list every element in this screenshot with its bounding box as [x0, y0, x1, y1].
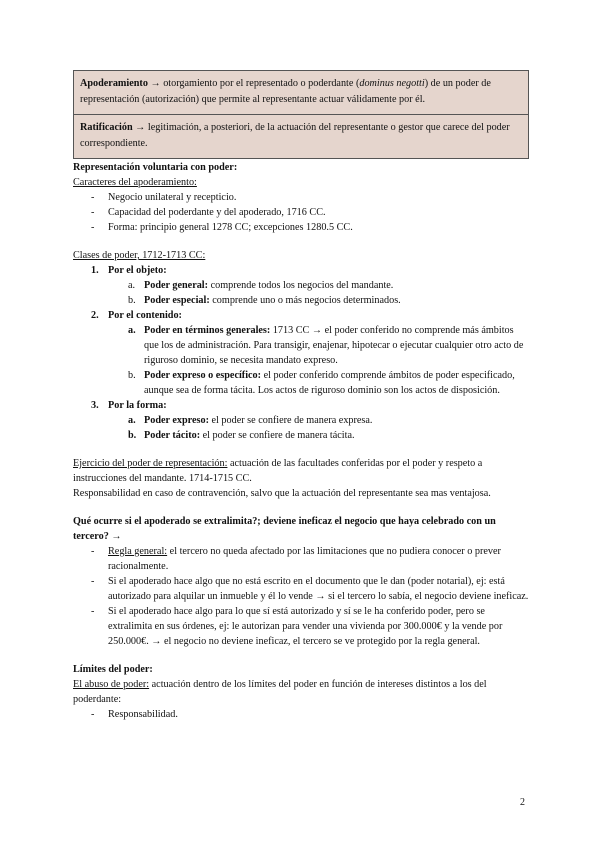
term-ratificacion: Ratificación [80, 122, 133, 133]
list-item: - Si el apoderado hace algo para lo que sí está autorizado y sí se le ha conferido poder, pero se extralimita en sus órdenes, ej: le autorizan para vender una vivienda por 300.000€ y la vende por 250.000€. → el negocio no deviene ineficaz, el tercero se ve protegido por la regla general. [73, 604, 529, 649]
list-item: - Si el apoderado hace algo que no está escrito en el documento que le dan (poder notarial), ej: está autorizado para alquilar un inmueble y él lo vende → si el tercero lo sabía, el negocio deviene ineficaz. [73, 574, 529, 604]
list-item: - Responsabilidad. [73, 707, 529, 722]
page-number: 2 [520, 797, 525, 808]
section-title-extralimitacion: Qué ocurre si el apoderado se extralimita?; deviene ineficaz el negocio que haya celebrado con un tercero? → [73, 516, 496, 542]
paragraph-abuso: El abuso de poder: actuación dentro de los límites del poder en función de intereses distintos a los del poderdante: [73, 679, 487, 705]
list-item: - Forma: principio general 1278 CC; excepciones 1280.5 CC. [73, 220, 529, 235]
definition-ratificacion: Ratificación → legitimación, a posteriori, de la actuación del representante o gestor que carece del poder correspondiente. [74, 114, 528, 158]
lettered-item: b. Poder tácito: el poder se confiere de manera tácita. [128, 430, 355, 441]
subtitle-caracteres: Caracteres del apoderamiento: [73, 177, 197, 188]
numbered-item: 1. Por el objeto: [91, 265, 167, 276]
lettered-item: a. Poder expreso: el poder se confiere de manera expresa. [128, 415, 373, 426]
lettered-item: b. Poder expreso o específico: el poder conferido comprende ámbitos de poder especificado, aunque sea de forma tácita. Los actos de riguroso dominio son los actos de disposición. [128, 370, 515, 396]
section-title-representacion: Representación voluntaria con poder: [73, 162, 238, 173]
definitions-box [73, 70, 529, 159]
numbered-item: 2. Por el contenido: [91, 310, 182, 321]
paragraph-ejercicio: Ejercicio del poder de representación: actuación de las facultades conferidas por el poder y respeto a instrucciones del mandante. 1714-1715 CC. [73, 458, 483, 484]
subtitle-clases-de-poder: Clases de poder, 1712-1713 CC: [73, 250, 206, 261]
numbered-item: 3. Por la forma: [91, 400, 167, 411]
lettered-item: a. Poder general: comprende todos los negocios del mandante. [128, 280, 394, 291]
lettered-item: a. Poder en términos generales: 1713 CC → el poder conferido no comprende más ámbitos que los de administración. Para transigir, enajenar, hipotecar o ejecutar cualquier otro acto de riguroso dominio, se necesita mandato expreso. [128, 325, 524, 366]
document-body [73, 160, 529, 722]
list-item: - Capacidad del poderdante y del apoderado, 1716 CC. [73, 205, 529, 220]
list-item: - Regla general: el tercero no queda afectado por las limitaciones que no pudiera conocer o prever racionalmente. [73, 544, 529, 574]
list-item: - Negocio unilateral y recepticio. [73, 190, 529, 205]
definition-apoderamiento: Apoderamiento → otorgamiento por el representado o poderdante (dominus negotti) de un poder de representación (autorización) que permite al representante actuar válidamente por él. [80, 78, 491, 105]
paragraph-responsabilidad: Responsabilidad en caso de contravención, salvo que la actuación del representante sea mas ventajosa. [73, 488, 491, 499]
lettered-item: b. Poder especial: comprende uno o más negocios determinados. [128, 295, 401, 306]
term-apoderamiento: Apoderamiento [80, 78, 148, 89]
section-title-limites: Límites del poder: [73, 664, 153, 675]
